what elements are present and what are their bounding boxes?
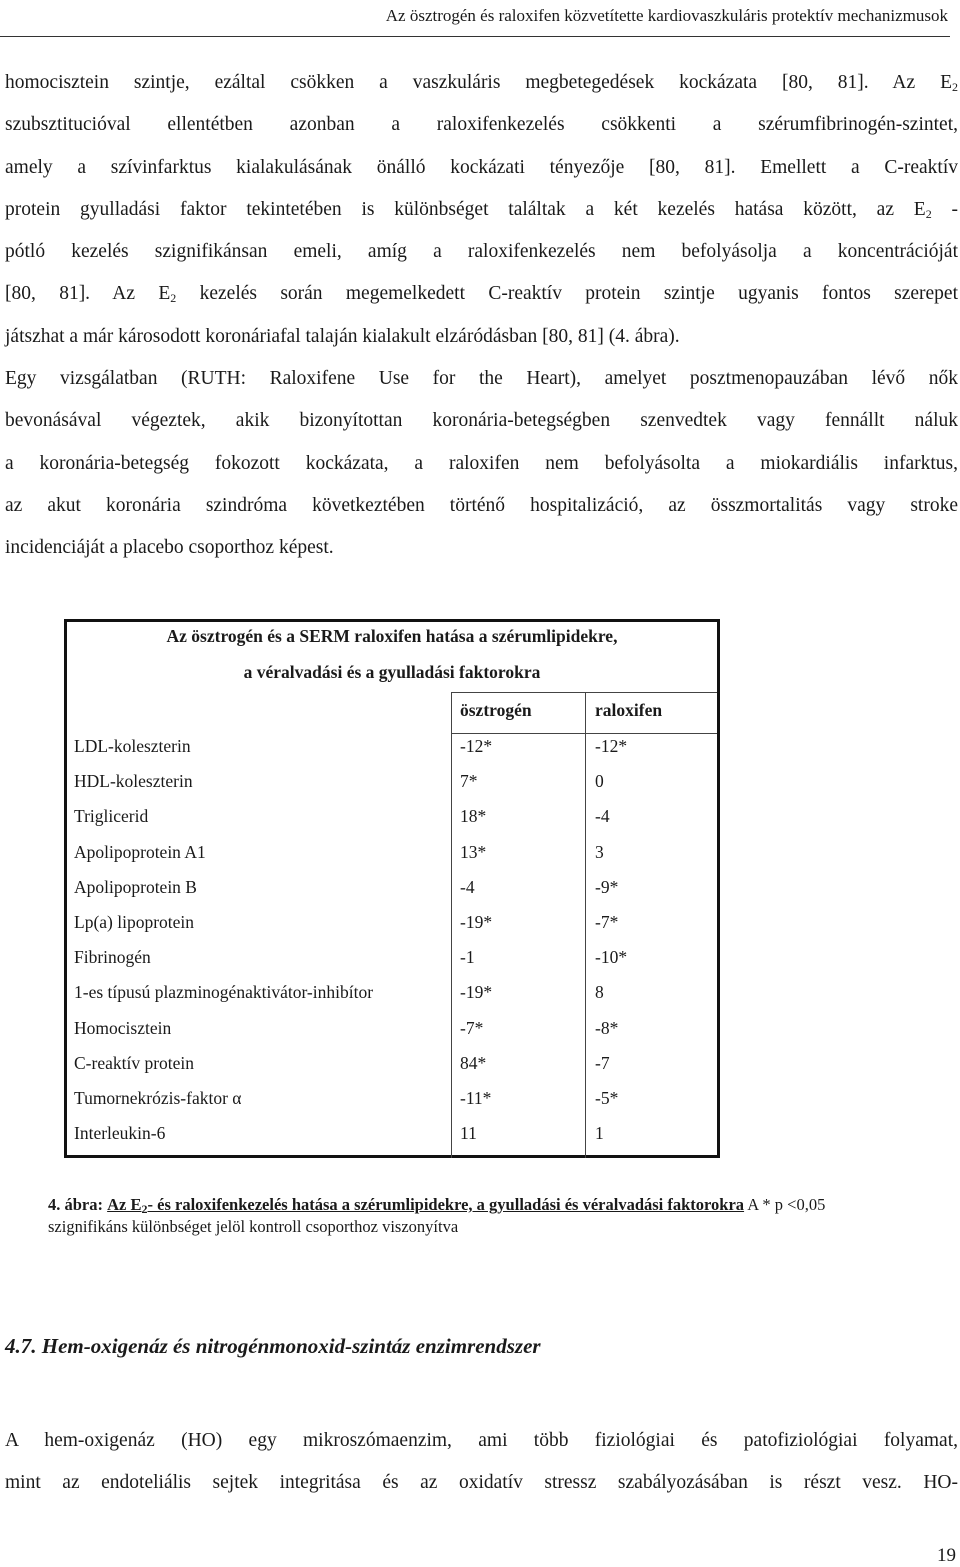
row-label: Interleukin-6 <box>74 1123 166 1144</box>
line: incidenciáját a placebo csoporthoz képest. <box>5 537 334 559</box>
row-value-raloxifen: -10* <box>595 947 628 968</box>
row-value-estrogen: -4 <box>460 876 475 897</box>
body-text-bottom <box>5 1420 958 1504</box>
figure-title-line2: a véralvadási és a gyulladási faktorokra <box>243 662 541 682</box>
row-label: HDL-koleszterin <box>74 771 193 792</box>
row-value-estrogen: -7* <box>460 1017 484 1038</box>
row-label: LDL-koleszterin <box>74 736 191 756</box>
row-value-estrogen: 7* <box>460 771 478 792</box>
row-value-raloxifen: -7 <box>595 1052 610 1073</box>
line: homocisztein szintje, ezáltal csökken a vaszkuláris megbetegedések kockázata [80, 81]. Az $E_2$ <box>5 72 958 94</box>
row-value-estrogen: 18* <box>460 806 487 827</box>
row-label: Apolipoprotein A1 <box>74 841 206 862</box>
line: A hem-oxigenáz (HO) egy mikroszómaenzim, ami több fiziológiai és patofiziológiai folyamat, <box>5 1430 958 1451</box>
row-value-estrogen: 13* <box>460 841 487 862</box>
row-label: Triglicerid <box>74 806 149 827</box>
row-value-raloxifen: -12* <box>595 736 628 756</box>
row-label: Homocisztein <box>74 1017 172 1038</box>
header-rule <box>0 36 950 37</box>
line: a koronária-betegség fokozott kockázata, a raloxifen nem befolyásolta a miokardiális infarktus, <box>5 452 958 474</box>
paragraph-1 <box>5 62 958 358</box>
body-text-top <box>5 62 958 570</box>
line: protein gyulladási faktor tekintetében is különbséget találtak a két kezelés hatása között, az $E_2$ - <box>5 198 958 221</box>
header-title: Az ösztrogén és raloxifen közvetítette kardiovaszkuláris protektív mechanizmusok <box>385 6 948 25</box>
figure-title-line1: Az ösztrogén és a SERM raloxifen hatása a szérumlipidekre, <box>166 626 618 646</box>
line: szubsztitucióval ellentétben azonban a raloxifenkezelés csökkenti a szérumfibrinogén-szintet, <box>5 114 958 136</box>
paragraph-3 <box>5 1420 958 1504</box>
row-label: 1-es típusú plazminogénaktivátor-inhibítor <box>74 982 374 1003</box>
row-value-raloxifen: 1 <box>595 1123 604 1144</box>
line: Egy vizsgálatban (RUTH: Raloxifene Use for the Heart), amelyet posztmenopauzában lévő nők <box>5 368 958 390</box>
row-value-estrogen: -1 <box>460 947 475 968</box>
row-label: Tumornekrózis-faktor α <box>74 1088 242 1108</box>
line: [80, 81]. Az $E_2$ kezelés során megemelkedett C-reaktív protein szintje ugyanis fontos szerepet <box>5 283 958 306</box>
running-header <box>0 0 950 40</box>
row-value-estrogen: -19* <box>460 912 493 932</box>
row-value-estrogen: -11* <box>460 1088 492 1108</box>
column-header-raloxifen: raloxifen <box>595 700 663 720</box>
row-value-raloxifen: 3 <box>595 841 604 862</box>
row-label: Apolipoprotein B <box>74 876 197 897</box>
column-separator <box>585 692 586 1158</box>
column-header-estrogen: ösztrogén <box>460 700 532 720</box>
row-label: C-reaktív protein <box>74 1052 195 1073</box>
line: mint az endoteliális sejtek integritása és az oxidatív stressz szabályozásában is részt vesz. HO- <box>5 1472 958 1493</box>
line: amely a szívinfarktus kialakulásának önálló kockázati tényezője [80, 81]. Emellett a C-reaktív <box>5 156 958 178</box>
row-value-raloxifen: -7* <box>595 912 619 932</box>
line: az akut koronária szindróma következtében történő hospitalizáció, az összmortalitás vagy stroke <box>5 494 958 516</box>
caption-note: A * p <0,05 szignifikáns különbséget jelöl kontroll csoporthoz viszonyítva <box>48 1195 826 1236</box>
row-value-raloxifen: -8* <box>595 1017 619 1038</box>
row-value-raloxifen: -4 <box>595 806 610 827</box>
row-value-raloxifen: -5* <box>595 1088 619 1108</box>
figure-table <box>64 619 720 1158</box>
caption-title: Az $E_2-$ és raloxifenkezelés hatása a szérumlipidekre, a gyulladási és véralvadási faktorokra <box>107 1195 745 1216</box>
caption-label: 4. ábra: <box>48 1195 103 1214</box>
figure-caption <box>48 1194 878 1238</box>
line: játszhat a már károsodott koronáriafal talaján kialakult elzáródásban [80, 81] (4. ábra). <box>5 325 680 347</box>
row-value-estrogen: -12* <box>460 736 493 756</box>
line: pótló kezelés szignifikánsan emeli, amíg a raloxifenkezelés nem befolyásolja a koncentrációját <box>5 241 958 263</box>
row-value-raloxifen: -9* <box>595 876 619 897</box>
section-heading: 4.7. Hem-oxigenáz és nitrogénmonoxid-szintáz enzimrendszer <box>5 1334 541 1358</box>
page-number: 19 <box>937 1545 956 1566</box>
row-value-estrogen: 84* <box>460 1052 487 1073</box>
row-value-raloxifen: 0 <box>595 771 604 792</box>
line: bevonásával végeztek, akik bizonyítottan koronária-betegségben szenvedtek vagy fennállt náluk <box>5 410 958 432</box>
paragraph-2 <box>5 358 958 569</box>
row-label: Lp(a) lipoprotein <box>74 912 195 932</box>
row-value-estrogen: -19* <box>460 982 493 1003</box>
row-value-estrogen: 11 <box>460 1123 477 1144</box>
column-separator-left <box>451 692 452 1158</box>
row-value-raloxifen: 8 <box>595 982 604 1003</box>
row-label: Fibrinogén <box>74 947 151 968</box>
